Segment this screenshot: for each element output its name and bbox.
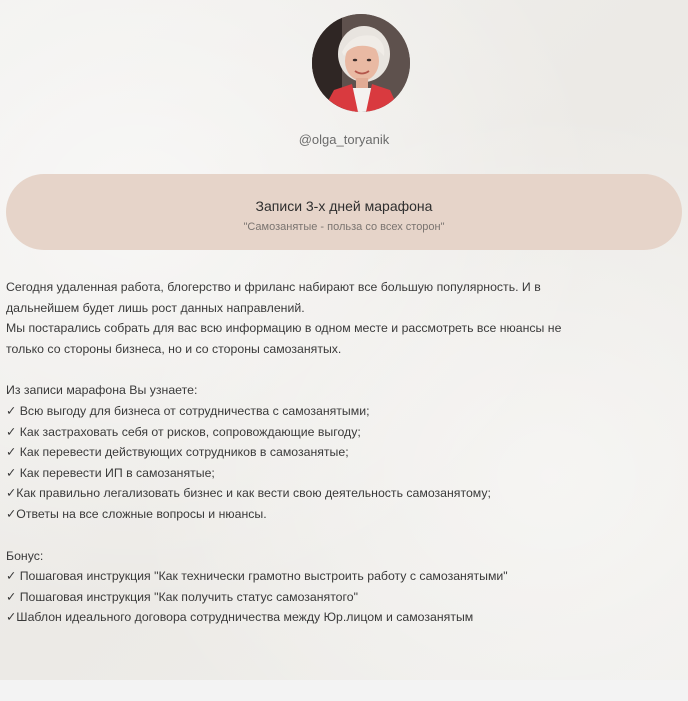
banner-title: Записи 3-х дней марафона [255, 198, 433, 214]
description [6, 277, 682, 628]
intro-line: дальнейшем будет лишь рост данных направлений. [6, 300, 305, 315]
learn-item: ✓ Как перевести действующих сотрудников в самозанятые; [6, 445, 349, 460]
marathon-banner[interactable] [6, 174, 682, 250]
learn-heading: Из записи марафона Вы узнаете: [6, 383, 198, 398]
learn-item: ✓ Как перевести ИП в самозанятые; [6, 465, 215, 480]
spacer [6, 359, 682, 380]
avatar-photo [312, 14, 410, 112]
learn-item: ✓Как правильно легализовать бизнес и как вести свою деятельность самозанятому; [6, 486, 491, 501]
intro-line: только со стороны бизнеса, но и со стороны самозанятых. [6, 341, 342, 356]
learn-item: ✓Ответы на все сложные вопросы и нюансы. [6, 506, 267, 521]
spacer [6, 525, 682, 546]
learn-item: ✓ Как застраховать себя от рисков, сопровождающие выгоду; [6, 424, 361, 439]
intro-line: Мы постарались собрать для вас всю информацию в одном месте и рассмотреть все нюансы не [6, 321, 562, 336]
learn-item: ✓ Всю выгоду для бизнеса от сотрудничества с самозанятыми; [6, 403, 370, 418]
bonus-item: ✓ Пошаговая инструкция "Как технически грамотно выстроить работу с самозанятыми" [6, 569, 508, 584]
intro-line: Сегодня удаленная работа, блогерство и фриланс набирают все большую популярность. И в [6, 280, 541, 294]
username[interactable]: @olga_toryanik [298, 132, 390, 147]
bonus-item: ✓ Пошаговая инструкция "Как получить статус самозанятого" [6, 589, 358, 604]
banner-subtitle: "Самозанятые - польза со всех сторон" [243, 221, 445, 233]
avatar[interactable] [312, 14, 410, 112]
bottom-strip [0, 680, 688, 701]
bonus-heading: Бонус: [6, 548, 44, 563]
bonus-item: ✓Шаблон идеального договора сотрудничества между Юр.лицом и самозанятым [6, 610, 474, 625]
